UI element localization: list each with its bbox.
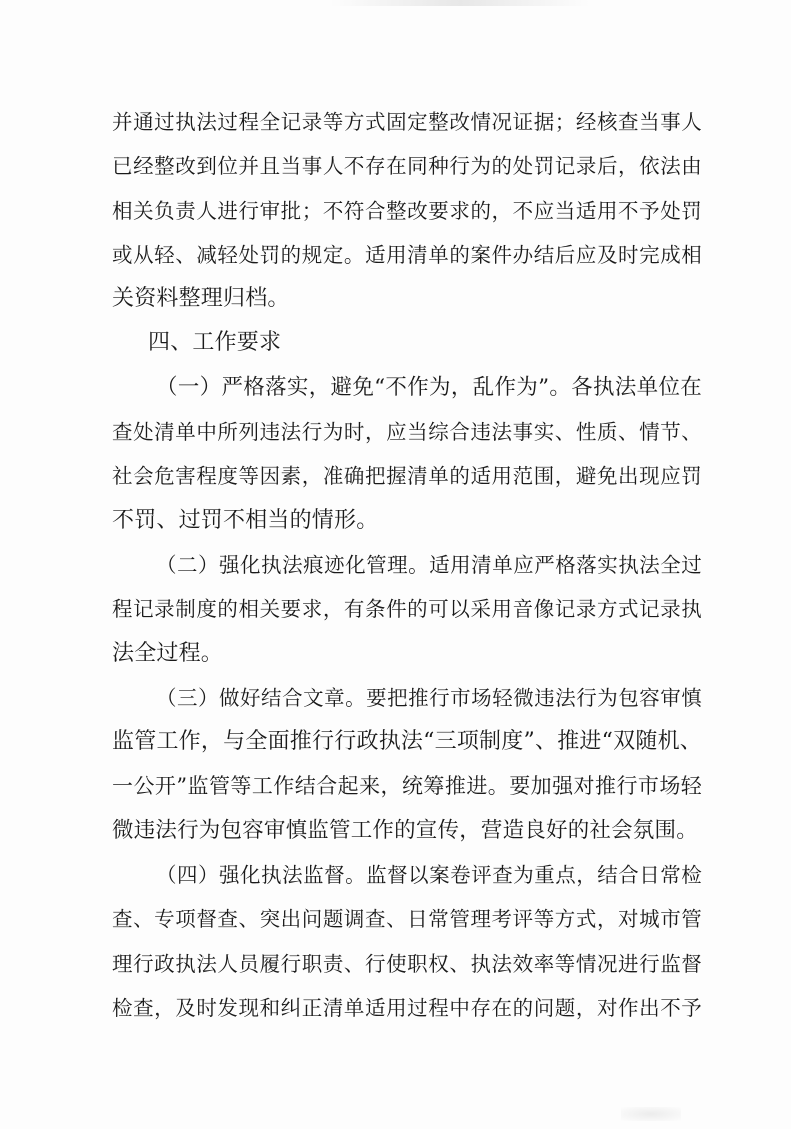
scan-artifact-bottom — [621, 1107, 681, 1121]
text-line-4: 或从轻、减轻处罚的规定。适用清单的案件办结后应及时完成相 — [112, 242, 702, 267]
text-line-5: 关资料整理归档。 — [112, 286, 290, 312]
text-line-14: （三）做好结合文章。要把推行市场轻微违法行为包容审慎 — [156, 685, 702, 710]
section-heading-work-requirements: 四、工作要求 — [148, 330, 282, 356]
text-line-16: 一公开”监管等工作结合起来，统筹推进。要加强对推行市场轻 — [112, 774, 702, 799]
text-line-8: 查处清单中所列违法行为时，应当综合违法事实、性质、情节、 — [112, 420, 702, 445]
text-line-21: 检查，及时发现和纠正清单适用过程中存在的问题，对作出不予 — [112, 995, 702, 1020]
text-line-13: 法全过程。 — [112, 640, 224, 666]
scan-artifact — [330, 0, 590, 6]
text-line-19: 查、专项督查、突出问题调查、日常管理考评等方式，对城市管 — [112, 907, 702, 932]
text-line-20: 理行政执法人员履行职责、行使职权、执法效率等情况进行监督 — [112, 951, 702, 976]
document-body — [112, 100, 702, 1030]
text-line-17: 微违法行为包容审慎监管工作的宣传，营造良好的社会氛围。 — [112, 817, 698, 843]
text-line-12: 程记录制度的相关要求，有条件的可以采用音像记录方式记录执 — [112, 597, 702, 622]
text-line-9: 社会危害程度等因素，准确把握清单的适用范围，避免出现应罚 — [112, 464, 702, 489]
text-line-2: 已经整改到位并且当事人不存在同种行为的处罚记录后，依法由 — [112, 154, 702, 179]
text-line-11: （二）强化执法痕迹化管理。适用清单应严格落实执法全过 — [156, 552, 702, 577]
text-line-18: （四）强化执法监督。监督以案卷评查为重点，结合日常检 — [156, 863, 702, 888]
text-line-10: 不罚、过罚不相当的情形。 — [112, 507, 379, 533]
text-line-15: 监管工作，与全面推行行政执法“三项制度”、推进“双随机、 — [112, 729, 702, 755]
text-line-3: 相关负责人进行审批；不符合整改要求的，不应当适用不予处罚 — [112, 198, 702, 223]
text-line-7: （一）严格落实，避免“不作为，乱作为”。各执法单位在 — [156, 374, 702, 400]
text-line-1: 并通过执法过程全记录等方式固定整改情况证据；经核查当事人 — [112, 110, 702, 134]
